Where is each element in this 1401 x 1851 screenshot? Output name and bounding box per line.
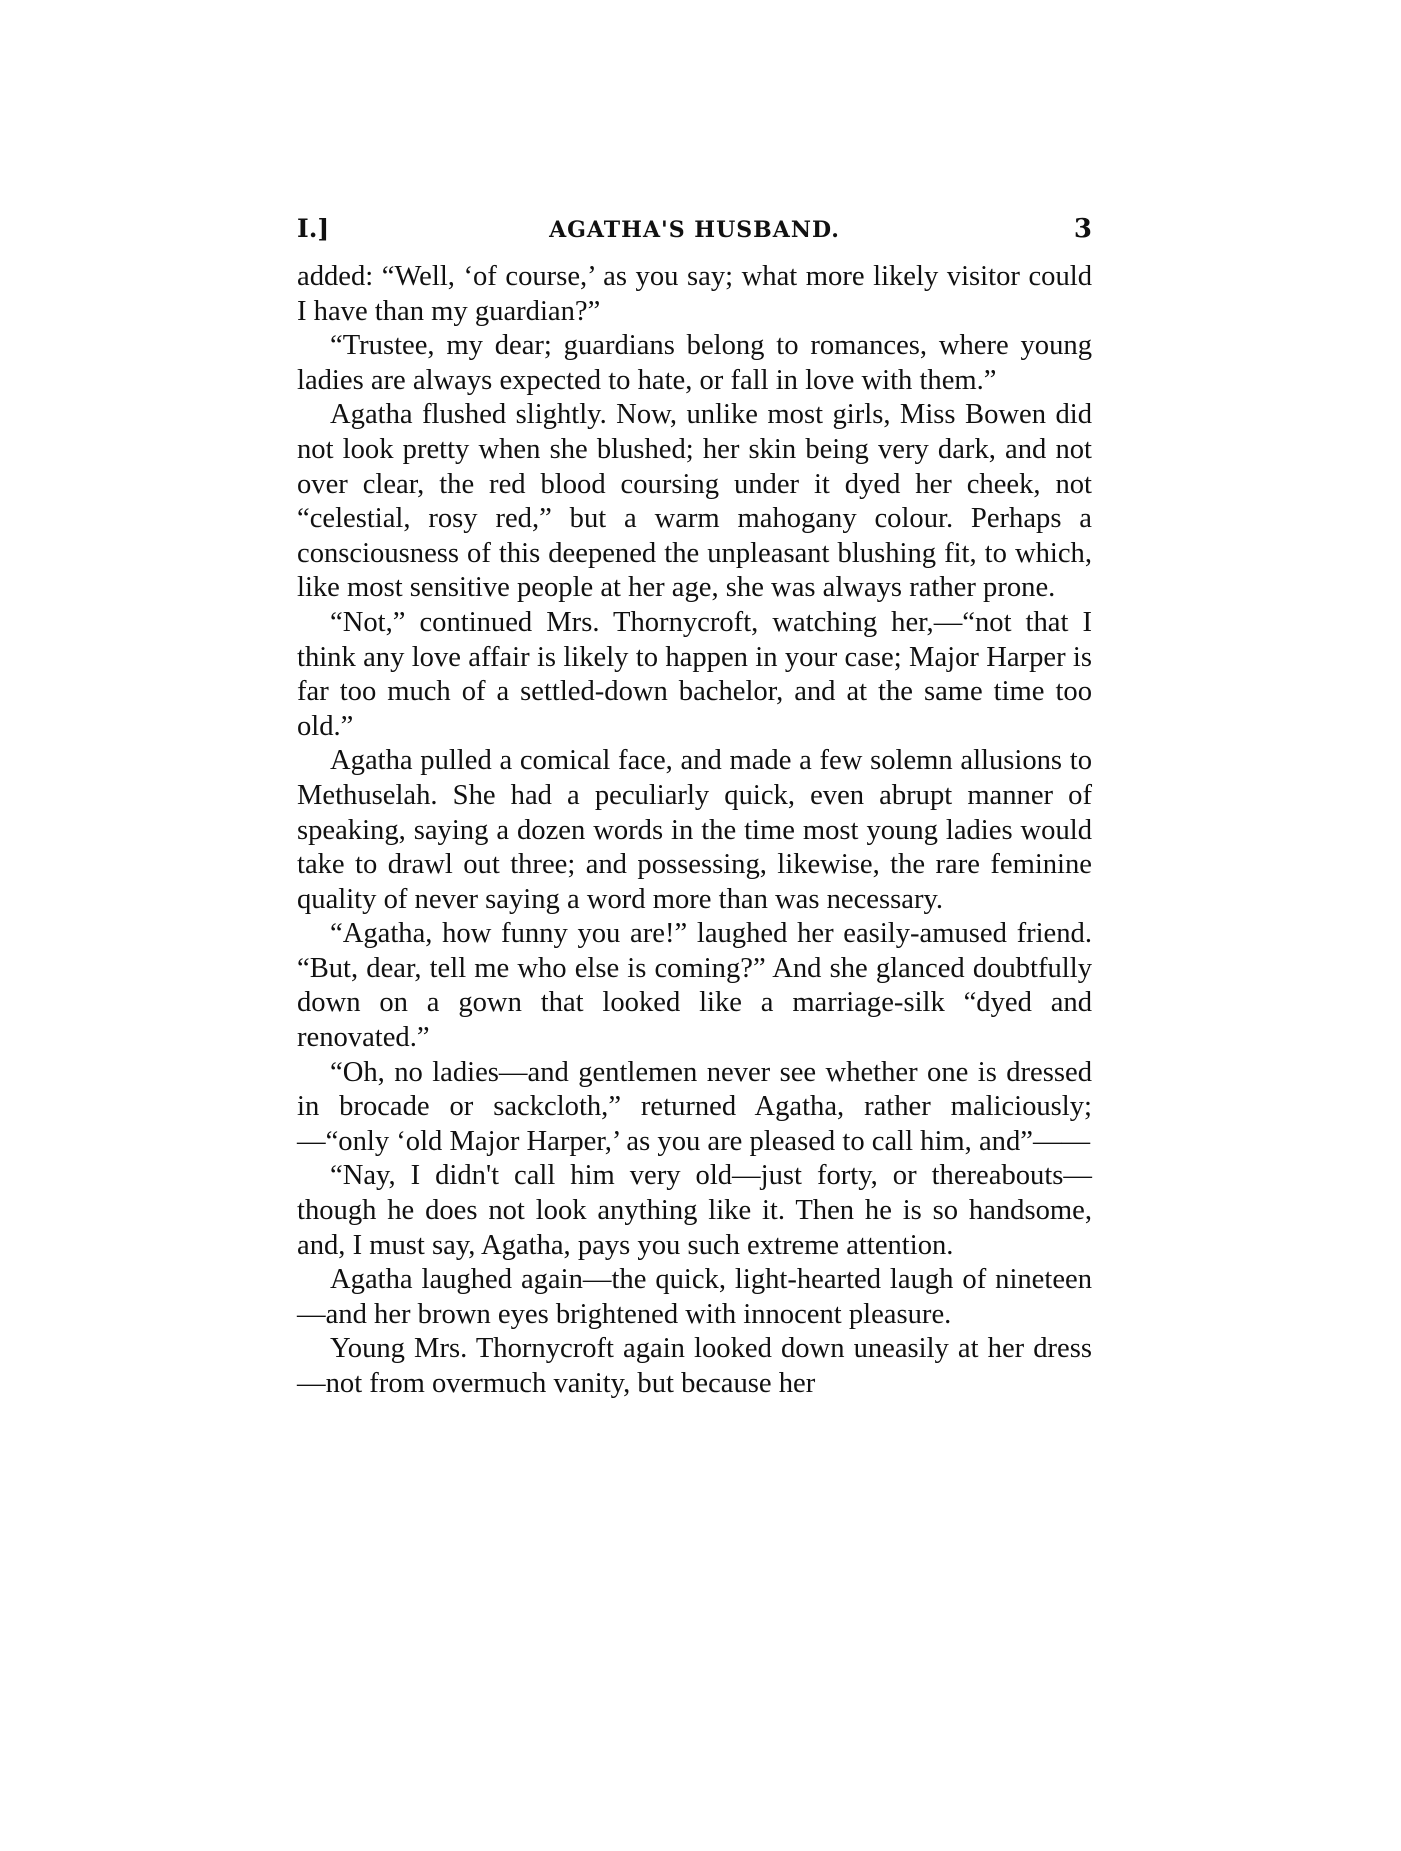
running-title: AGATHA'S HUSBAND. — [549, 217, 840, 243]
page-number: 3 — [1073, 214, 1092, 244]
paragraph: “Trustee, my dear; guardians belong to romances, where young ladies are always expected to hate, or fall in love with them.” — [297, 330, 1092, 396]
paragraph: Agatha flushed slightly. Now, unlike most girls, Miss Bowen did not look pretty when she blushed; her skin being very dark, and not over clear, the red blood coursing under it dyed her cheek, not “celestial, rosy red,” but a warm mahogany colour. Perhaps a consciousness of this deepened the unpleasant blushing fit, to which, like most sensitive people at her age, she was always rather prone. — [297, 399, 1092, 604]
paragraph: “Agatha, how funny you are!” laughed her easily-amused friend. “But, dear, tell me who else is coming?” And she glanced doubtfully down on a gown that looked like a marriage-silk “dyed and renovated.” — [297, 918, 1092, 1054]
paragraph: “Oh, no ladies—and gentlemen never see whether one is dressed in brocade or sackcloth,” returned Agatha, rather maliciously;—“only ‘old Major Harper,’ as you are pleased to call him, and”—— — [297, 1056, 1092, 1157]
chapter-marker: I.] — [297, 214, 330, 243]
paragraph: Young Mrs. Thornycroft again looked down uneasily at her dress—not from overmuch vanity, but because her — [297, 1333, 1092, 1399]
paragraph: Agatha pulled a comical face, and made a few solemn allusions to Methuselah. She had a peculiarly quick, even abrupt manner of speaking, saying a dozen words in the time most young ladies would take to drawl out three; and possessing, likewise, the rare feminine quality of never saying a word more than was necessary. — [297, 745, 1092, 915]
paragraph: “Not,” continued Mrs. Thornycroft, watching her,—“not that I think any love affair is likely to happen in your case; Major Harper is far too much of a settled-down bachelor, and at the same time too old.” — [297, 606, 1092, 742]
paragraph: “Nay, I didn't call him very old—just forty, or thereabouts—though he does not look anything like it. Then he is so handsome, and, I must say, Agatha, pays you such extreme attention. — [297, 1160, 1092, 1261]
paragraph: Agatha laughed again—the quick, light-hearted laugh of nineteen—and her brown eyes brightened with innocent pleasure. — [297, 1264, 1092, 1330]
running-header — [297, 214, 1092, 260]
body-text — [297, 260, 1092, 1402]
paragraph: added: “Well, ‘of course,’ as you say; what more likely visitor could I have than my guardian?” — [297, 261, 1092, 327]
book-page — [297, 214, 1092, 1402]
